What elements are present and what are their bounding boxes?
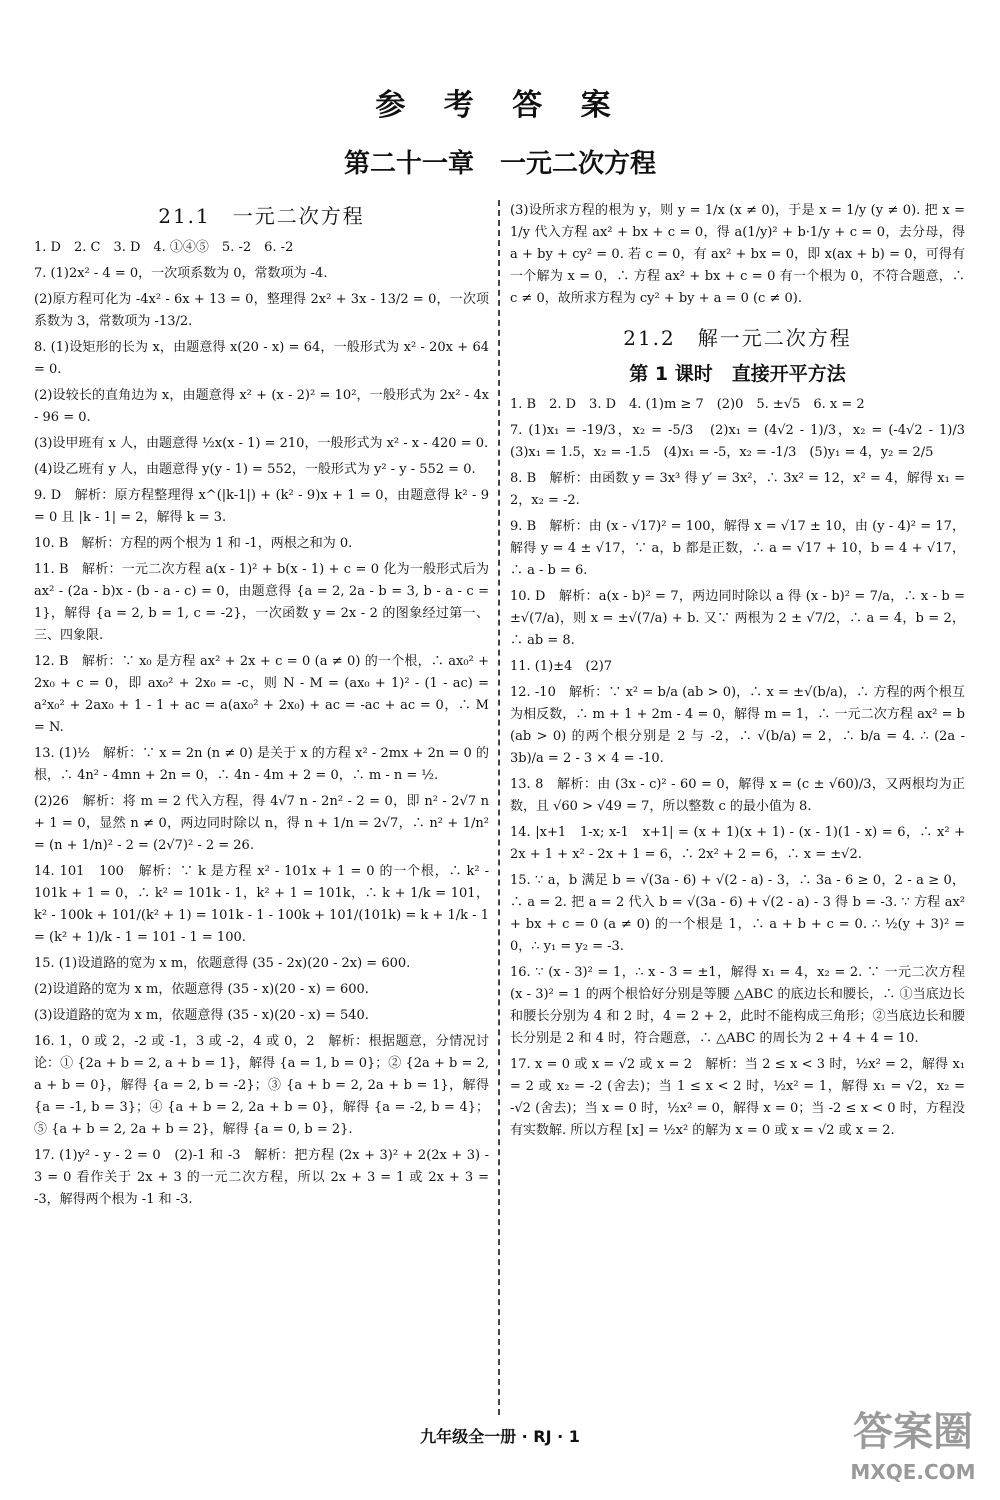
watermark-logo [838, 1397, 988, 1492]
watermark-url: MXQE.COM [850, 1460, 976, 1484]
answer-item: (4)设乙班有 y 人，由题意得 y(y - 1) = 552，一般形式为 y² - y - 552 = 0. [34, 462, 476, 477]
answer-item: 12. B 解析：∵ x₀ 是方程 ax² + 2x + c = 0 (a ≠ 0) 的一个根，∴ ax₀² + 2x₀ + c = 0，即 ax₀² + 2x₀ = -c，则 N - M = (ax₀ + 1)² - (1 - ac) = a²x₀² + 2ax₀ + 1 - 1 + ac = a(ax₀² + 2x₀) + ac = -ac + ac = 0，∴ M = N. [34, 654, 489, 735]
page-title: 参 考 答 案 [375, 88, 625, 123]
answer-item: 16. 1，0 或 2，-2 或 -1，3 或 -2，4 或 0，2 解析：根据题意，分情况讨论：① {2a + b = 2, a + b = 1}，解得 {a = 1, b = 0}；② {2a + b = 2, a + b = 0}，解得 {a = 2, b = -2}；③ {a + b = 2, 2a + b = 1}，解得 {a = -1, b = 3}；④ {a + b = 2, 2a + b = 0}，解得 {a = -2, b = 4}；⑤ {a + b = 2, 2a + b = 2}，解得 {a = 0, b = 2}. [34, 1034, 489, 1137]
answer-item: (2)设道路的宽为 x m，依题意得 (35 - x)(20 - x) = 600. [34, 982, 369, 997]
answer-item: 8. B 解析：由函数 y = 3x³ 得 y′ = 3x²，∴ 3x² = 12，x² = 4，解得 x₁ = 2，x₂ = -2. [510, 471, 965, 508]
answer-item: 13. 8 解析：由 (3x - c)² - 60 = 0，解得 x = (c ± √60)/3，又两根均为正数，且 √60 > √49 = 7，所以整数 c 的最小值为 8. [510, 777, 965, 814]
answer-item: 17. x = 0 或 x = √2 或 x = 2 解析：当 2 ≤ x < 3 时，½x² = 2，解得 x₁ = 2 或 x₂ = -2 (舍去)；当 1 ≤ x < 2 时，½x² = 1，解得 x₁ = √2，x₂ = -√2 (舍去)；当 x = 0 时，½x² = 0，解得 x = 0；当 -2 ≤ x < 0 时，方程没有实数解. 所以方程 [x] = ½x² 的解为 x = 0 或 x = √2 或 x = 2. [510, 1057, 965, 1138]
answer-item: 15. ∵ a，b 满足 b = √(3a - 6) + √(2 - a) - 3，∴ 3a - 6 ≥ 0，2 - a ≥ 0，∴ a = 2. 把 a = 2 代入 b = √(3a - 6) + √(2 - a) - 3 得 b = -3. ∵ 方程 ax² + bx + c = 0 (a ≠ 0) 的一个根是 1，∴ a + b + c = 0. ∴ ½(y + 3)² = 0，∴ y₁ = y₂ = -3. [510, 873, 965, 954]
answer-item: 14. 101 100 解析：∵ k 是方程 x² - 101x + 1 = 0 的一个根，∴ k² - 101k + 1 = 0，∴ k² = 101k - 1，k² + 1 = 101k，∴ k + 1/k = 101，k² - 100k + 101/(k² + 1) = 101k - 1 - 100k + 101/(101k) = k + 1/k - 1 = (k² + 1)/k - 1 = 101 - 1 = 100. [34, 864, 489, 945]
answer-item: 10. B 解析：方程的两个根为 1 和 -1，两根之和为 0. [34, 536, 353, 551]
right-column [510, 200, 979, 1146]
answer-item: 15. (1)设道路的宽为 x m，依题意得 (35 - 2x)(20 - 2x) = 600. [34, 956, 411, 971]
answer-item: 7. (1)2x² - 4 = 0，一次项系数为 0，常数项为 -4. [34, 266, 328, 281]
answer-item: (2)26 解析：将 m = 2 代入方程，得 4√7 n - 2n² - 2 = 0，即 n² - 2√7 n + 1 = 0，显然 n ≠ 0，两边同时除以 n，得 n + 1/n = 2√7，∴ n² + 1/n² = (n + 1/n)² - 2 = (2√7)² - 2 = 26. [34, 794, 489, 853]
answer-item: 9. D 解析：原方程整理得 x^(|k-1|) + (k² - 9)x + 1 = 0，由题意得 k² - 9 = 0 且 |k - 1| = 2，解得 k = 3. [34, 488, 489, 525]
right-answer-list-bottom [510, 394, 979, 1142]
answer-item: 12. -10 解析：∵ x² = b/a (ab > 0)，∴ x = ±√(b/a)，∴ 方程的两个根互为相反数，∴ m + 1 + 2m - 4 = 0，解得 m = 1，∴ 一元二次方程 ax² = b (ab > 0) 的两个根分别是 2 与 -2，∴ √(b/a) = 2，∴ b/a = 4. ∴ (2a - 3b)/a = 2 - 3 × 4 = -10. [510, 685, 965, 766]
answer-item: (2)设较长的直角边为 x，由题意得 x² + (x - 2)² = 10²，一般形式为 2x² - 4x - 96 = 0. [34, 388, 489, 425]
lesson-title: 第 1 课时 直接开平方法 [629, 363, 846, 385]
answer-item: 1. D 2. C 3. D 4. ①④⑤ 5. -2 6. -2 [34, 240, 294, 255]
answer-item: (2)原方程可化为 -4x² - 6x + 13 = 0，整理得 2x² + 3x - 13/2 = 0，一次项系数为 3，常数项为 -13/2. [34, 292, 489, 329]
answer-item: 14. |x+1 1-x; x-1 x+1| = (x + 1)(x + 1) - (x - 1)(1 - x) = 6，∴ x² + 2x + 1 + x² - 2x + 1 = 6，∴ 2x² + 2 = 6，∴ x = ±√2. [510, 825, 965, 862]
answer-item: 13. (1)½ 解析：∵ x = 2n (n ≠ 0) 是关于 x 的方程 x² - 2mx + 2n = 0 的根，∴ 4n² - 4mn + 2n = 0，∴ 4n - 4m + 2 = 0，∴ m - n = ½. [34, 746, 489, 783]
answer-item: (3)设甲班有 x 人，由题意得 ½x(x - 1) = 210，一般形式为 x² - x - 420 = 0. [34, 436, 489, 451]
section-title-21-1: 21.1 一元二次方程 [158, 204, 365, 228]
left-answer-list [34, 237, 489, 1211]
answer-item: 8. (1)设矩形的长为 x，由题意得 x(20 - x) = 64，一般形式为 x² - 20x + 64 = 0. [34, 340, 489, 377]
left-column [34, 200, 489, 1215]
column-divider [498, 200, 500, 1415]
answer-item: 11. (1)±4 (2)7 [510, 659, 613, 674]
right-answer-list-top [510, 200, 965, 310]
answer-item: 10. D 解析：a(x - b)² = 7，两边同时除以 a 得 (x - b)² = 7/a，∴ x - b = ±√(7/a)，则 x = ±√(7/a) + b. 又∵ 两根为 2 ± √7/2，∴ a = 4，b = 2，∴ ab = 8. [510, 589, 965, 648]
chapter-title: 第二十一章 一元二次方程 [343, 149, 656, 179]
answer-item: 11. B 解析：一元二次方程 a(x - 1)² + b(x - 1) + c = 0 化为一般形式后为 ax² - (2a - b)x - (b - a - c) = 0，由题意得 {a = 2, 2a - b = 3, b - a - c = 1}，解得 {a = 2, b = 1, c = -2}，一次函数 y = 2x - 2 的图象经过第一、三、四象限. [34, 562, 489, 643]
watermark-main: 答案圈 [853, 1409, 973, 1455]
section-title-21-2: 21.2 解一元二次方程 [623, 326, 852, 350]
answer-item: 17. (1)y² - y - 2 = 0 (2)-1 和 -3 解析：把方程 (2x + 3)² + 2(2x + 3) - 3 = 0 看作关于 2x + 3 的一元二次方程，所以 2x + 3 = 1 或 2x + 3 = -3，解得两个根为 -1 和 -3. [34, 1148, 489, 1207]
page-footer: 九年级全一册 · RJ · 1 [420, 1427, 580, 1446]
answer-item: 16. ∵ (x - 3)² = 1，∴ x - 3 = ±1，解得 x₁ = 4，x₂ = 2. ∵ 一元二次方程 (x - 3)² = 1 的两个根恰好分别是等腰 △ABC 的底边长和腰长，∴ ①当底边长和腰长分别为 4 和 2 时，4 = 2 + 2，此时不能构成三角形；②当底边长和腰长分别是 2 和 4 时，符合题意，∴ △ABC 的周长为 2 + 4 + 4 = 10. [510, 965, 965, 1046]
answer-item: 9. B 解析：由 (x - √17)² = 100，解得 x = √17 ± 10，由 (y - 4)² = 17，解得 y = 4 ± √17，∵ a，b 都是正数，∴ a = √17 + 10，b = 4 + √17，∴ a - b = 6. [510, 519, 965, 578]
answer-item: 7. (1)x₁ = -19/3，x₂ = -5/3 (2)x₁ = (4√2 - 1)/3，x₂ = (-4√2 - 1)/3 (3)x₁ = 1.5，x₂ = -1.5 (4)x₁ = -5，x₂ = -1/3 (5)y₁ = 4，y₂ = 2/5 [510, 423, 979, 460]
answer-item: (3)设所求方程的根为 y，则 y = 1/x (x ≠ 0)，于是 x = 1/y (y ≠ 0). 把 x = 1/y 代入方程 ax² + bx + c = 0，得 a(1/y)² + b·1/y + c = 0，去分母，得 a + by + cy² = 0. 若 c = 0，有 ax² + bx = 0，即 x(ax + b) = 0，可得有一个解为 x = 0，∴ 方程 ax² + bx + c = 0 有一个根为 0，不符合题意，∴ c ≠ 0，故所求方程为 cy² + by + a = 0 (c ≠ 0). [510, 203, 965, 306]
answer-item: (3)设道路的宽为 x m，依题意得 (35 - x)(20 - x) = 540. [34, 1008, 369, 1023]
answer-item: 1. B 2. D 3. D 4. (1)m ≥ 7 (2)0 5. ±√5 6. x = 2 [510, 397, 865, 412]
